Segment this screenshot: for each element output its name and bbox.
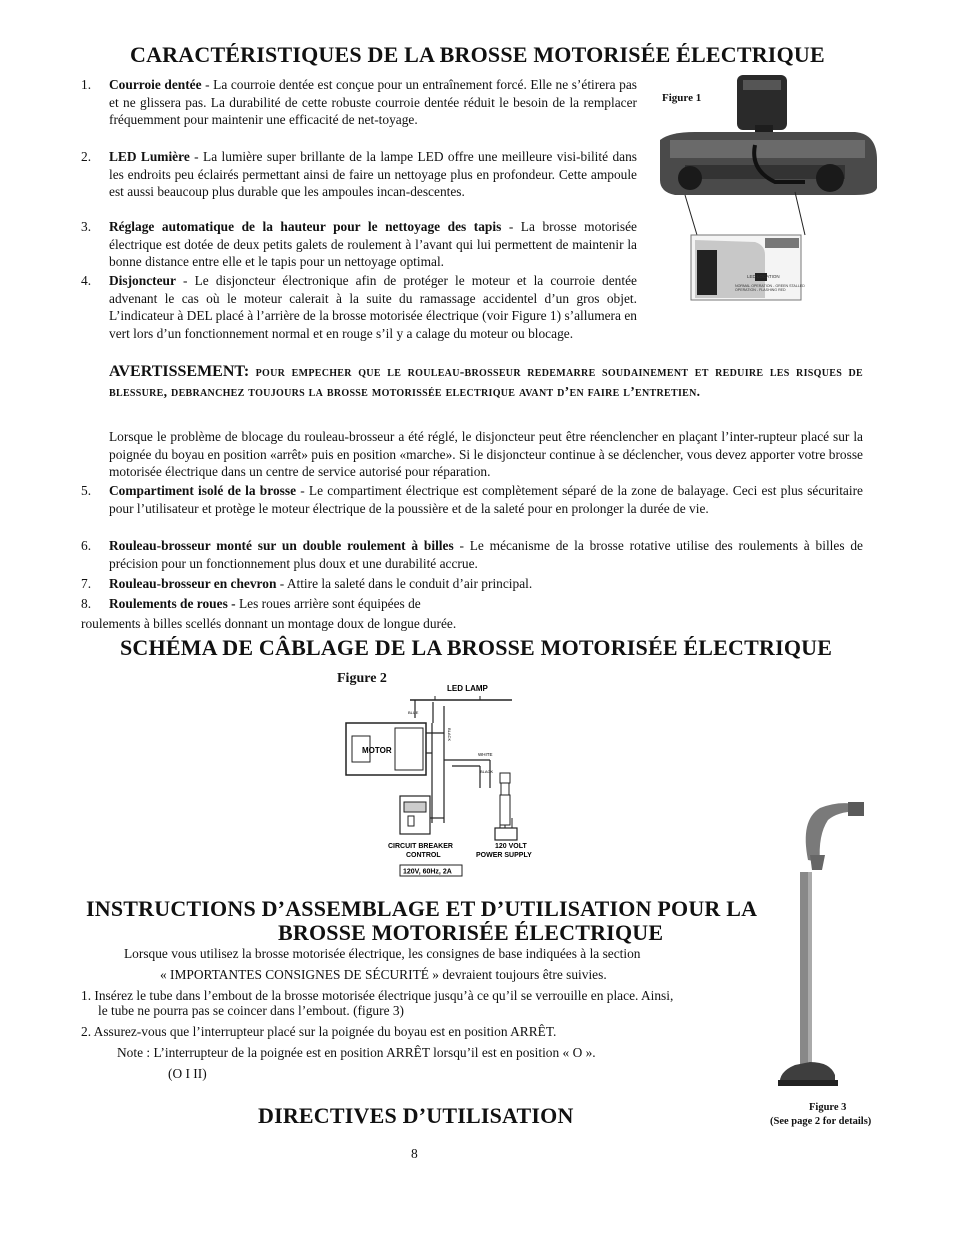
instruction-step-1-cont: le tube ne pourra pas se coincer dans l’embout. (figure 3) (98, 1003, 405, 1018)
section-title-wiring: SCHÉMA DE CÂBLAGE DE LA BROSSE MOTORISÉE ÉLECTRIQUE (120, 635, 833, 660)
item-number: 1. (81, 77, 92, 92)
list-item (81, 76, 637, 129)
item-heading: LED Lumière (109, 149, 190, 164)
circuit-breaker-label: CIRCUIT BREAKER (388, 843, 453, 850)
item-heading: Rouleau-brosseur monté sur un double roulement à billes (109, 538, 454, 553)
list-item (81, 537, 863, 572)
list-item (81, 482, 863, 517)
item-text: - La lumière super brillante de la lampe LED offre une meilleure visi-bilité dans les endroits peu éclairés permettant ainsi de faire un nettoyage plus en profondeur. Cette ampoule est aussi beaucoup plus durable que les ampoules incan-descentes. (109, 149, 637, 200)
power-supply-label: POWER SUPPLY (476, 852, 532, 859)
instruction-step-1: 1. Insérez le tube dans l’embout de la brosse motorisée électrique jusqu’à ce qu’il se verrouille en place. Ainsi, (81, 988, 674, 1003)
figure1-led-caption: NORMAL OPERATION - GREEN STALLED OPERATION - FLASHING RED (735, 284, 805, 293)
section-title-features: CARACTÉRISTIQUES DE LA BROSSE MOTORISÉE ÉLECTRIQUE (130, 42, 825, 67)
item8-continuation: roulements à billes scellés donnant un montage doux de longue durée. (81, 616, 457, 631)
item-heading: Réglage automatique de la hauteur pour le nettoyage des tapis (109, 219, 502, 234)
item-text: Les roues arrière sont équipées de (235, 596, 421, 611)
wiring-diagram (340, 678, 560, 880)
power-label: 120 VOLT (495, 843, 527, 850)
warning-block (109, 362, 863, 401)
list-item (81, 272, 637, 342)
figure3-caption: (See page 2 for details) (770, 1116, 872, 1127)
list-item (81, 148, 637, 201)
instruction-note: Note : L’interrupteur de la poignée est en position ARRÊT lorsqu’il est en position « O ». (117, 1045, 596, 1060)
figure1-power-brush-image (655, 70, 880, 305)
list-item (81, 595, 863, 613)
led-lamp-label: LED LAMP (447, 684, 488, 693)
item-number: 3. (81, 219, 92, 234)
item-text: - Attire la saleté dans le conduit d’air principal. (276, 576, 533, 591)
control-label: CONTROL (406, 852, 441, 859)
item-text: - Le disjoncteur électronique afin de protéger le moteur et la courroie dentée advenant le cas où le moteur calerait à la suite du ramassage accidentel d’un gros objet. L’indicateur à DEL placé à l’arrière de la brosse motorisée électrique (voir Figure 1) s’allumera en vert lors d’un fonctionnement normal et en rouge s’il y a calage du moteur ou blocage. (109, 273, 637, 341)
wire-label-black: BLACK (447, 728, 452, 742)
figure1-label: Figure 1 (662, 92, 702, 104)
item-text: - La brosse motorisée électrique est dotée de deux petits galets de roulement à l’avant qui lui permettent de maintenir la bonne distance entre elle et le tapis pour un nettoyage optimal. (109, 219, 637, 270)
item-heading: Courroie dentée (109, 77, 202, 92)
warning-text: pour empecher que le rouleau-brosseur redemarre soudainement et reduire les risques de blessure, debranchez toujours la brosse motorissée electrique avant d’en faire l’entretien. (109, 364, 863, 399)
item-number: 2. (81, 149, 92, 164)
rating-label: 120V, 60Hz, 2A (403, 868, 452, 876)
warning-heading: AVERTISSEMENT: (109, 363, 250, 380)
figure2-label: Figure 2 (337, 671, 387, 686)
instructions-intro-line1: Lorsque vous utilisez la brosse motorisée électrique, les consignes de base indiquées à la section (124, 946, 641, 961)
switch-positions: (O I II) (168, 1066, 207, 1081)
item-number: 8. (81, 596, 92, 611)
item-number: 6. (81, 538, 92, 553)
item-heading: Roulements de roues - (109, 596, 236, 611)
list-item (81, 218, 637, 271)
section-title-instructions-line1: INSTRUCTIONS D’ASSEMBLAGE ET D’UTILISATION POUR LA (86, 896, 758, 921)
figure3-vacuum-wand-image (770, 800, 870, 1090)
item-heading: Compartiment isolé de la brosse (109, 483, 297, 498)
warning-paragraph: Lorsque le problème de blocage du rouleau-brosseur a été réglé, le disjoncteur peut être réenclencher en plaçant l’inter-rupteur placé sur la poignée du boyau en position «arrêt» puis en position «marche». Si le disjoncteur continue à se déclencher, vous devez apporter votre brosse motorisée électrique dans un centre de service autorisé pour réparation. (109, 429, 863, 480)
instruction-step-2: 2. Assurez-vous que l’interrupteur placé sur la poignée du boyau est en position ARRÊT. (81, 1024, 557, 1039)
wire-label-white: WHITE (478, 752, 493, 757)
item-heading: Rouleau-brosseur en chevron (109, 576, 277, 591)
item-number: 4. (81, 273, 92, 288)
instructions-intro-line2: « IMPORTANTES CONSIGNES DE SÉCURITÉ » devraient toujours être suivies. (160, 967, 607, 982)
figure1-led-location-label: LED LOCATION (747, 274, 780, 279)
item-heading: Disjoncteur (109, 273, 176, 288)
wire-label-blue: BLUE (408, 710, 419, 715)
item-text: - Le mécanisme de la brosse rotative utilise des roulements à billes de précision pour un fonctionnement plus doux et une durabilité accrue. (109, 538, 863, 571)
item-number: 7. (81, 576, 92, 591)
item-text: - Le compartiment électrique est complètement séparé de la zone de balayage. Ceci est plus sécuritaire pour l’utilisateur et protège le moteur électrique de la poussière et de la saleté pour en prolonger la durée de vie. (109, 483, 863, 516)
motor-label: MOTOR (362, 746, 392, 755)
item-text: - La courroie dentée est conçue pour un entraînement forcé. Elle ne s’étirera pas et ne glissera pas. La durabilité de cette robuste courroie dentée réduit le besoin de la remplacer fréquemment pour maintenir une efficacité de net-toyage. (109, 77, 637, 128)
section-title-directions: DIRECTIVES D’UTILISATION (258, 1103, 574, 1128)
list-item (81, 575, 863, 593)
page-number: 8 (411, 1146, 418, 1161)
item-number: 5. (81, 483, 92, 498)
figure3-label: Figure 3 (809, 1102, 847, 1113)
section-title-instructions-line2: BROSSE MOTORISÉE ÉLECTRIQUE (278, 920, 664, 945)
wire-label-black-2: BLACK (480, 769, 494, 774)
